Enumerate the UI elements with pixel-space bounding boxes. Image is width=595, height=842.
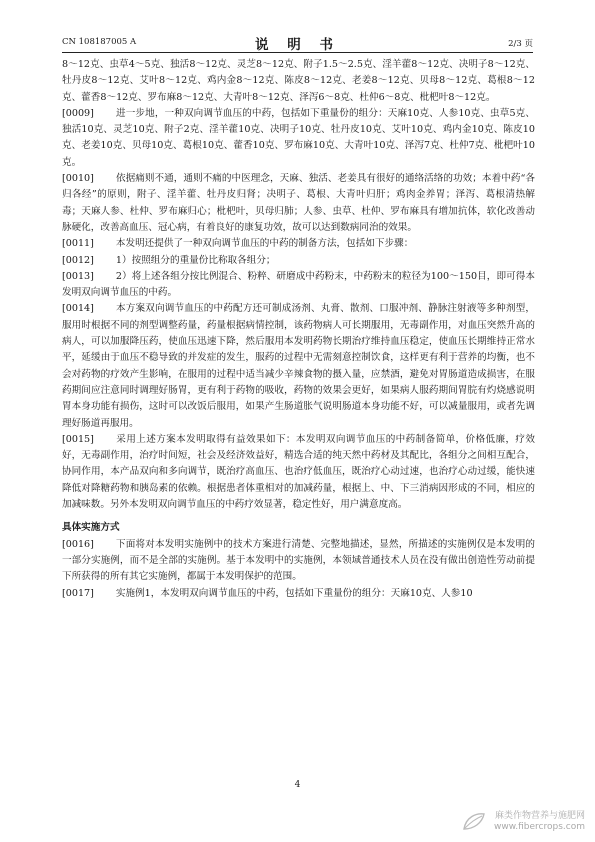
paragraph-0015: [0015] 采用上述方案本发明取得有益效果如下：本发明双向调节血压的中药制备简单，价格低廉，疗效好，无毒副作用，治疗时间短，社会及经济效益好，精选合适的纯天然中药材及其配比，各组分之间相互配合，协同作用，本产品双向和多向调节，既治疗高血压、也治疗低血压，既治疗心动过速，也治疗心动过缓，能快速降低对降糖药物和胰岛素的依赖。根据患者体重相对的加减药量，根据上、中、下三消病因形成的不同，相应的加减味数。另外本发明双向调节血压的中药疗效显著，稳定性好，用户满意度高。 (62, 433, 535, 511)
watermark-site-name: 麻类作物营养与施肥网 (494, 811, 585, 821)
paragraph-0014: [0014] 本方案双向调节血压的中药配方还可制成汤剂、丸膏、散剂、口服冲剂、静脉注射液等多种剂型，服用时根据不同的剂型调整药量，药量根据病情控制，该药物病人可长期服用，无毒副作用，对血压突然升高的病人，可以加服降压药，使血压迅速下降，然后服用本发明药物长期治疗维持血压稳定，使血压长期维持正常水平，延缓由于血压不稳导致的并发症的发生，服药的过程中无需刻意控制饮食，这样更有利于营养的均衡，也不会对药物的疗效产生影响，在服用的过程中适当减少辛辣食物的摄入量，应禁酒，避免对胃肠道造成损害，在服药期间应注意同时调理好肠胃，更有利于药物的吸收，药物的效果会更好，如果病人服药期间胃脘有灼烧感说明胃本身功能有损伤，这时可以改饭后服用，如果产生肠道胀气说明肠道本身功能不好，可以减量服用，或者先调理好肠道再服用。 (62, 303, 535, 429)
section-heading: 具体实施方式 (62, 522, 120, 534)
leaf-logo-icon (460, 811, 488, 833)
paragraph-number: [0013] (62, 270, 94, 282)
document-title: 说 明 书 (255, 37, 340, 53)
paragraph-0009: [0009] 进一步地，一种双向调节血压的中药，包括如下重量份的组分：天麻10克、人参10克、虫草5克、独活10克、灵芝10克、附子2克、淫羊藿10克、决明子10克、牡丹皮10克、艾叶10克、鸡内金10克、陈皮10克、老姜10克、贝母10克、葛根10克、藿香10克、罗布麻10克、大青叶10克、泽泻7克、杜仲7克、枇杷叶10克。 (62, 107, 535, 168)
paragraph-0010: [0010] 依据痛则不通，通则不痛的中医理念，天麻、独活、老姜具有很好的通络活络的功效；本着中药“各归各经”的原则，附子、淫羊藿、牡丹皮归肾；决明子、葛根、大青叶归肝；鸡肉金养胃；泽泻、葛根清热解毒；天麻人参、杜仲、罗布麻归心；枇杷叶，贝母归肺；人参、虫草、杜仲、罗布麻具有增加抗体，软化改善动脉硬化，改善高血压、冠心病，有着良好的康复功效，故可以达到数病同治的效果。 (62, 173, 535, 233)
page-of: 2/3 页 (508, 39, 533, 49)
paragraph-number: [0017] (62, 587, 94, 599)
paragraph-number: [0012] (62, 254, 94, 266)
paragraph-number: [0015] (62, 433, 94, 445)
paragraph-0016: [0016] 下面将对本发明实施例中的技术方案进行清楚、完整地描述，显然，所描述的实施例仅是本发明的一部分实施例，而不是全部的实施例。基于本发明中的实施例，本领域普通技术人员在没有做出创造性劳动前提下所获得的所有其它实施例，都属于本发明保护的范围。 (62, 538, 535, 583)
paragraph-number: [0011] (62, 238, 94, 250)
paragraph-continuation: 8～12克、虫草4～5克、独活8～12克、灵芝8～12克、附子1.5～2.5克、淫羊藿8～12克、决明子8～12克、牡丹皮8～12克、艾叶8～12克、鸡内金8～12克、陈皮8～12克、老姜8～12克、贝母8～12克、葛根8～12克、藿香8～12克、罗布麻8～12克、大青叶8～12克、泽泻6～8克、杜仲6～8克、枇杷叶8～12克。 (62, 59, 535, 103)
paragraph-0013: [0013] 2）将上述各组分按比例混合、粉粹、研磨成中药粉末，中药粉末的粒径为100～150目，即可得本发明双向调节血压的中药。 (62, 270, 535, 299)
page-header (62, 33, 533, 51)
header-divider (62, 52, 533, 53)
document-body (62, 57, 535, 602)
patent-number: CN 108187005 A (62, 37, 137, 47)
site-watermark (494, 811, 585, 833)
page-number: 4 (294, 780, 301, 790)
paragraph-number: [0014] (62, 303, 94, 315)
watermark-url: www.fibercrops.com (494, 822, 585, 832)
paragraph-0017: [0017] 实施例1，本发明双向调节血压的中药，包括如下重量份的组分：天麻10克、人参10 (62, 587, 473, 599)
paragraph-number: [0009] (62, 107, 94, 119)
paragraph-0011: [0011] 本发明还提供了一种双向调节血压的中药的制备方法，包括如下步骤： (62, 238, 414, 250)
paragraph-0012: [0012] 1）按照组分的重量份比称取各组分； (62, 254, 276, 266)
paragraph-number: [0010] (62, 173, 94, 185)
paragraph-number: [0016] (62, 538, 94, 550)
